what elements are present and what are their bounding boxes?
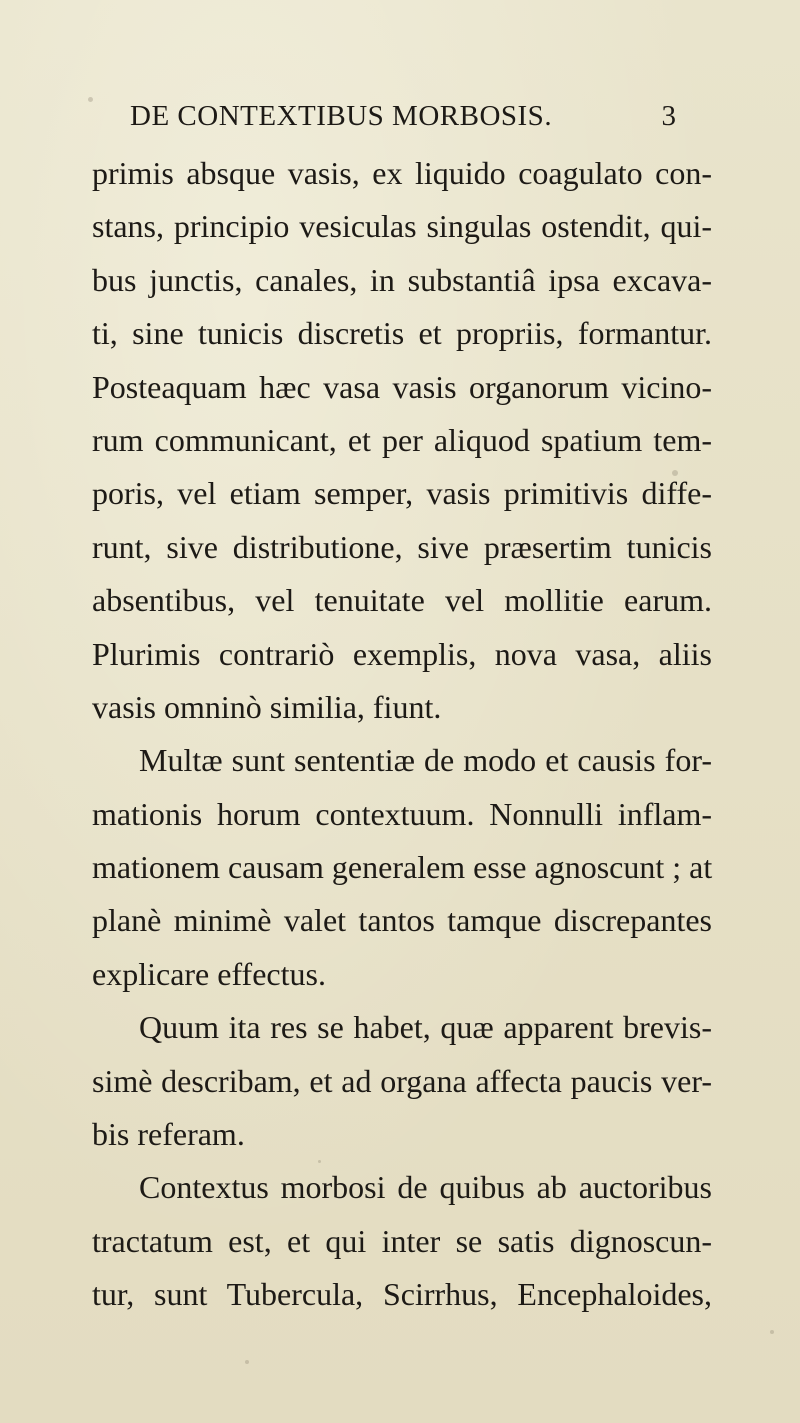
text-line: runt, sive distributione, sive præsertim tunicis: [92, 528, 712, 565]
paper-speck: [245, 1360, 249, 1364]
text-line: tur, sunt Tubercula, Scirrhus, Encephaloides,: [92, 1276, 712, 1313]
text-line: tractatum est, et qui inter se satis dignoscun-: [92, 1222, 712, 1259]
text-line: poris, vel etiam semper, vasis primitivis diffe-: [92, 475, 712, 512]
text-line: explicare effectus.: [92, 955, 326, 992]
paper-speck: [318, 1160, 321, 1163]
running-title: DE CONTEXTIBUS MORBOSIS.: [130, 100, 553, 132]
paragraph-first-line: Multæ sunt sententiæ de modo et causis for-: [139, 742, 712, 779]
text-line: ti, sine tunicis discretis et propriis, formantur.: [92, 315, 712, 352]
paper-speck: [770, 1330, 774, 1334]
body-text: [92, 147, 712, 1322]
paragraph-first-line: Contextus morbosi de quibus ab auctoribus: [139, 1169, 712, 1206]
text-line: mationem causam generalem esse agnoscunt ; at: [92, 849, 713, 886]
text-line: stans, principio vesiculas singulas ostendit, qui-: [92, 208, 712, 245]
text-line: planè minimè valet tantos tamque discrepantes: [92, 902, 712, 939]
paper-speck: [88, 97, 93, 102]
text-line: Posteaquam hæc vasa vasis organorum vicino-: [92, 368, 712, 405]
text-line: primis absque vasis, ex liquido coagulato con-: [92, 155, 712, 191]
text-line: bus junctis, canales, in substantiâ ipsa excava-: [92, 261, 712, 298]
paper-speck: [672, 470, 678, 476]
text-line: absentibus, vel tenuitate vel mollitie earum.: [92, 582, 712, 619]
text-line: mationis horum contextuum. Nonnulli inflam-: [92, 795, 712, 832]
text-line: Plurimis contrariò exemplis, nova vasa, aliis: [92, 635, 712, 672]
page-header: [120, 100, 680, 140]
paragraph-first-line: Quum ita res se habet, quæ apparent brevis-: [139, 1009, 712, 1046]
text-line: rum communicant, et per aliquod spatium tem-: [92, 421, 712, 458]
page-number: 3: [661, 100, 676, 132]
text-line: bis referam.: [92, 1116, 245, 1153]
text-line: simè describam, et ad organa affecta paucis ver-: [92, 1062, 712, 1099]
text-line: vasis omninò similia, fiunt.: [92, 688, 442, 725]
